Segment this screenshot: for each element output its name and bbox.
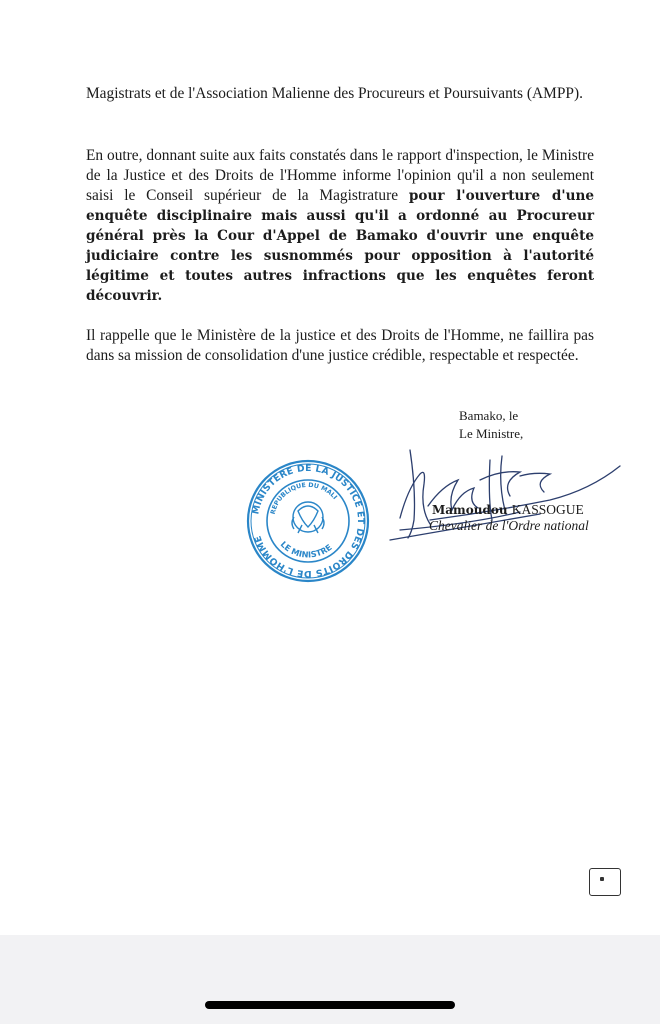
stamp-inner-text: REPUBLIQUE DU MALI	[269, 481, 339, 516]
signatory-surname: KASSOGUE	[511, 502, 584, 517]
paragraph-2-bold-text: pour l'ouverture d'une enquête disciplinaire mais aussi qu'il a ordonné au Procureur général près la Cour d'Appel de Bamako d'ouvrir une enquête judiciaire contre les susnommés pour opposition à l'autorité légitime et toutes autres infractions que les enquêtes feront découvrir.	[86, 188, 595, 304]
stamp-outer-text: MINISTERE DE LA JUSTICE ET DES DROITS DE L'HOMME	[250, 462, 367, 580]
paragraph-1: Magistrats et de l'Association Malienne des Procureurs et Poursuivants (AMPP).	[86, 85, 583, 102]
scan-page-icon[interactable]	[589, 868, 621, 896]
paragraph-2	[86, 146, 594, 306]
ministry-stamp	[246, 459, 370, 583]
coat-of-arms-icon	[292, 502, 324, 533]
signatory-distinction: Chevalier de l'Ordre national	[429, 518, 589, 533]
handwritten-signature	[370, 420, 630, 560]
stamp-bottom-text: LE MINISTRE	[278, 539, 334, 560]
paragraph-3: Il rappelle que le Ministère de la justice et des Droits de l'Homme, ne faillira pas dans sa mission de consolidation d'une justice crédible, respectable et respectée.	[86, 327, 594, 364]
signatory-name	[432, 502, 584, 518]
signatory-title: Le Ministre,	[459, 426, 524, 441]
paragraph-2-text: En outre, donnant suite aux faits constatés dans le rapport d'inspection, le Ministre de la Justice et des Droits de l'Homme informe l'opinion qu'il a non seulement saisi le Conseil supérieur de la Magistrature	[86, 147, 594, 204]
home-indicator[interactable]	[205, 1001, 455, 1009]
signatory-first-name: Mamoudou	[432, 503, 508, 517]
svg-text:REPUBLIQUE DU MALI	[270, 482, 339, 515]
place-date: Bamako, le	[459, 408, 519, 423]
